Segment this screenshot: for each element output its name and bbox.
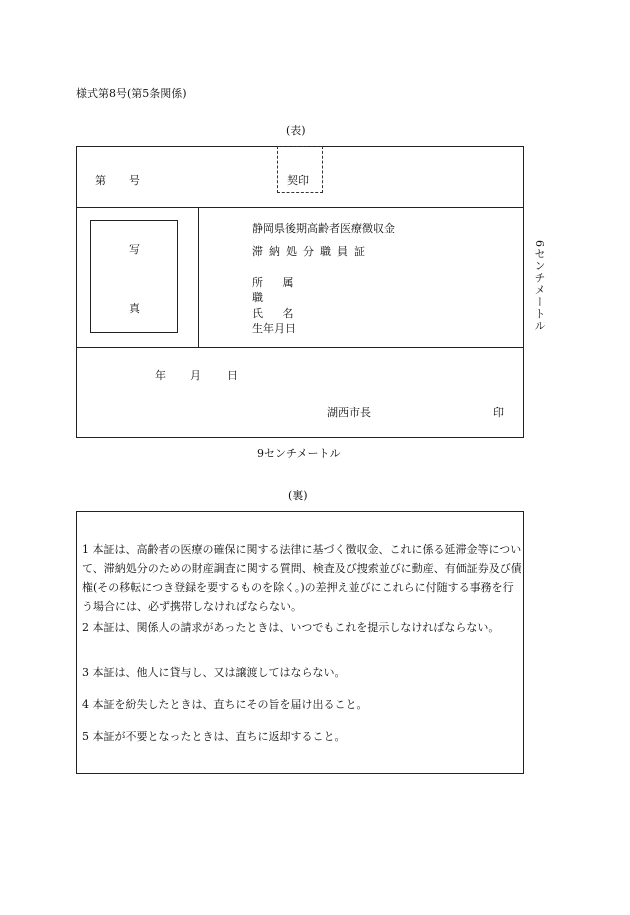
back-heading: (裏) (288, 489, 308, 502)
issuer-name: 湖西市長 (327, 406, 371, 419)
organization-name: 静岡県後期高齢者医療徴収金 (252, 222, 395, 235)
form-label: 様式第8号(第5条関係) (76, 87, 187, 100)
seal-label: 契印 (287, 174, 309, 187)
back-item-2: 2 本証は、関係人の請求があったときは、いつでもこれを提示しなければならない。 (82, 621, 500, 634)
height-note: 6センチメートル (533, 240, 546, 332)
back-item-3: 3 本証は、他人に貸与し、又は譲渡してはならない。 (82, 666, 346, 679)
field-birthdate: 生年月日 (252, 322, 296, 335)
certificate-title: 滞納処分職員証 (252, 245, 371, 258)
photo-label-2: 真 (129, 302, 140, 315)
front-divider-vertical (198, 207, 199, 347)
back-item-5: 5 本証が不要となったときは、直ちに返却すること。 (82, 730, 346, 743)
field-position: 職 (252, 291, 263, 304)
front-heading: (表) (286, 124, 306, 137)
number-label-go: 号 (129, 174, 140, 187)
field-affiliation: 所 属 (252, 276, 294, 289)
issue-day-label: 日 (227, 369, 238, 382)
photo-label-1: 写 (129, 243, 140, 256)
number-label-dai: 第 (95, 174, 106, 187)
front-divider-bottom (76, 347, 524, 348)
issue-year-label: 年 (155, 369, 166, 382)
width-note: 9センチメートル (257, 447, 341, 460)
issue-month-label: 月 (190, 369, 201, 382)
back-item-1: 1 本証は、高齢者の医療の確保に関する法律に基づく徴収金、これに係る延滞金等について、滞納処分のための財産調査に関する質問、検査及び捜索並びに動産、有価証券及び債権(その移転につき登録を要するものを除く。)の差押え並びにこれらに付随する事務を行う場合には、必ず携帯しなければならない。 (82, 543, 522, 613)
photo-box (90, 220, 178, 333)
front-divider-top (76, 207, 524, 208)
issuer-seal-label: 印 (493, 406, 504, 419)
field-name: 氏 名 (252, 307, 294, 320)
back-item-4: 4 本証を紛失したときは、直ちにその旨を届け出ること。 (82, 698, 368, 711)
